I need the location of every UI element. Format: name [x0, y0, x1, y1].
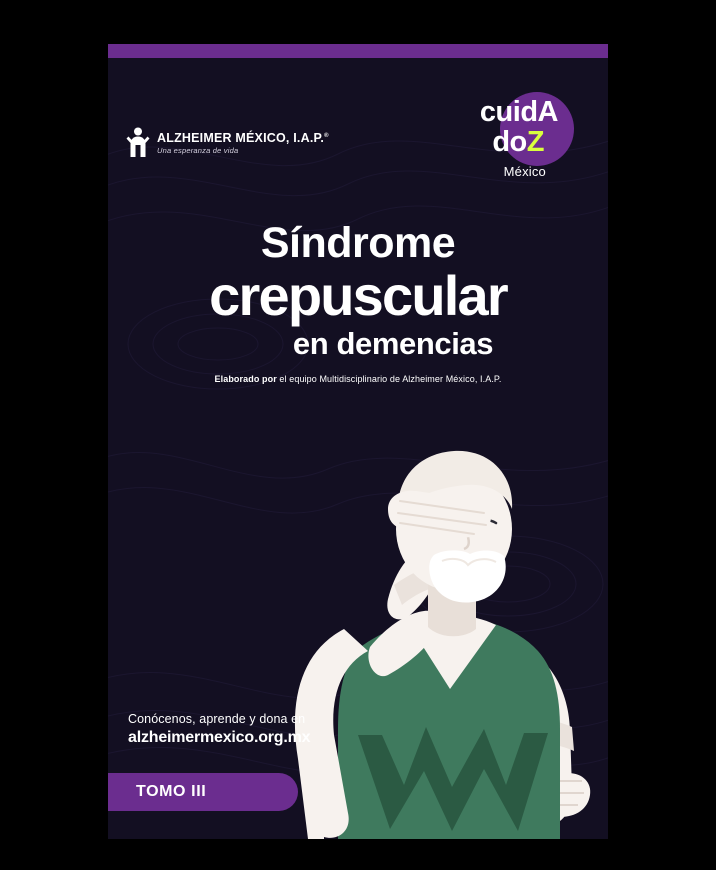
top-accent-bar: [108, 44, 608, 58]
organization-name: ALZHEIMER MÉXICO, I.A.P.®: [157, 130, 329, 145]
cuidadoz-line-1: cuidA: [479, 96, 558, 128]
title-line-3: en demencias: [292, 325, 494, 361]
website-url[interactable]: alzheimermexico.org.mx: [128, 729, 311, 746]
cuidadoz-subtitle: México: [503, 164, 546, 179]
cuidadoz-accent-a: A: [537, 96, 558, 128]
cover-header: [108, 58, 608, 188]
organization-tagline: Una esperanza de vida: [157, 145, 239, 155]
bottom-info: [128, 712, 310, 747]
credit-line: [108, 374, 608, 384]
donate-call-to-action: Conócenos, aprende y dona en: [128, 712, 306, 726]
cuidadoz-logo: [402, 92, 592, 200]
cuidadoz-line-2: doZ: [492, 126, 544, 158]
older-man-holding-head-illustration: [238, 389, 608, 839]
credit-label: Elaborado por: [214, 374, 277, 385]
title-line-1: Síndrome: [260, 219, 456, 267]
alzheimer-mexico-logo: [125, 126, 329, 160]
registered-mark: ®: [324, 132, 329, 139]
volume-label: TOMO III: [136, 783, 207, 800]
person-raising-arms-icon: [125, 126, 151, 160]
title-block: [108, 219, 608, 385]
credit-text: el equipo Multidisciplinario de Alzheimer México, I.A.P.: [276, 374, 502, 385]
volume-ribbon: [108, 773, 298, 811]
cover-sheet: [108, 44, 608, 839]
cuidadoz-accent-z: Z: [526, 126, 544, 158]
alzheimer-mexico-logo-text: [157, 132, 329, 155]
title-line-2: crepuscular: [209, 263, 507, 327]
